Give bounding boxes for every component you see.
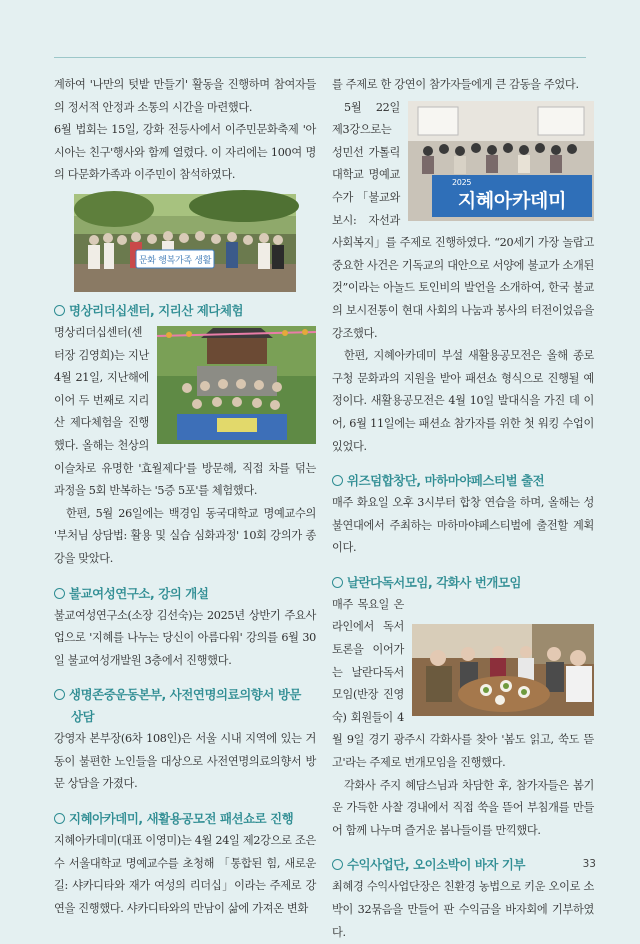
intro-paragraph-2: 6월 법회는 15일, 강화 전등사에서 이주민문화축제 '아시아는 친구'행사와 함께 열렸다. 이 자리에는 100여 명의 다문화가족과 이주민이 참석하였다. <box>54 123 316 182</box>
continued-paragraph-2: 5월 22일 제3강으로는 성민선 가톨릭대학교 명예교수가 「불교와 보시: 자선과 사회복지」를 주제로 진행하였다. “20세기 가장 놀랍고 중요한 사건은 기독교의 대안으로 서양에 불교가 소개된 것”이라는 아놀드 토인비의 발언을 소개하여, 한국 불교의 보시전통이 현대 사회의 나눔과 봉사의 터전이었음을 강조했다. <box>332 100 594 340</box>
section-title-womens-institute: 불교여성연구소, 강의 개설 <box>54 583 316 605</box>
section-title-choir: 위즈덤합창단, 마하마야페스티벌 출전 <box>332 470 594 492</box>
section-title-reading-group: 날란다독서모임, 각화사 번개모임 <box>332 572 594 594</box>
section-title-meditation: 명상리더십센터, 지리산 제다체험 <box>54 300 316 322</box>
reading-group-paragraph-1: 매주 목요일 온라인에서 독서토론을 이어가는 날란다독서모임(반장 진영숙) 회원들이 4월 9일 경기 광주시 각화사를 찾아 '봄도 읽고, 쑥도 뜯고'라는 주제로 번개모임을 진행했다. <box>332 597 594 770</box>
left-column <box>54 74 316 920</box>
meditation-paragraph-1: 명상리더십센터(센터장 김영희)는 지난 4월 21일, 지난해에 이어 두 번째로 지리산 제다체험을 진행했다. 올해는 천상의 이슬차로 유명한 '효월제다'를 방문해, 직접 차를 덖는 과정을 5회 반복하는 '5증 5포'를 체험했다. <box>54 325 316 498</box>
page-number: 33 <box>582 858 596 870</box>
choir-paragraph: 매주 화요일 오후 3시부터 합창 연습을 하며, 올해는 성불연대에서 주최하는 마하마야페스티벌에 출전할 계획이다. <box>332 496 594 555</box>
circle-icon <box>332 475 343 486</box>
wisdom-academy-paragraph-1: 지혜아카데미(대표 이영미)는 4월 24일 제2강으로 조은수 서울대학교 명예교수를 초청해 「통합된 힘, 새로운 길: 샤카디타와 재가 여성의 리더십」이라는 주제로 강연을 진행했다. 샤카디타와의 만남이 삶에 가져온 변화 <box>54 834 316 915</box>
top-divider <box>54 57 586 58</box>
circle-icon <box>54 813 65 824</box>
intro-paragraph-1: 계하여 '나만의 텃밭 만들기' 활동을 진행하며 참여자들의 정서적 안정과 소통의 시간을 마련했다. <box>54 78 316 114</box>
section-title-life-respect: 생명존중운동본부, 사전연명의료의향서 방문 상담 <box>54 684 316 728</box>
circle-icon <box>332 859 343 870</box>
continued-paragraph-3: 한편, 지혜아카데미 부설 새활용공모전은 올해 종로구청 문화과의 지원을 받아 패션쇼 형식으로 진행될 예정이다. 새활용공모전은 4월 10일 발대식을 가진 데 이어, 6월 11일에는 패션쇼 참가자를 위한 첫 워킹 수업이 있었다. <box>332 349 594 453</box>
section-title-fundraising: 수익사업단, 오이소박이 바자 기부 <box>332 854 594 876</box>
circle-icon <box>54 305 65 316</box>
meditation-paragraph-2: 한편, 5월 26일에는 백경임 동국대학교 명예교수의 '부처님 상담법: 활용 및 실습 심화과정' 10회 강의가 종강을 맞았다. <box>54 506 316 565</box>
circle-icon <box>54 588 65 599</box>
womens-institute-paragraph: 불교여성연구소(소장 김선숙)는 2025년 상반기 주요사업으로 '지혜를 나누는 당신이 아름다워' 강의를 6월 30일 불교여성개발원 3층에서 진행했다. <box>54 608 316 667</box>
academy-lecture-photo <box>408 101 594 221</box>
festival-banner-text: 문화 행복가족 생활 <box>138 255 212 266</box>
reading-group-paragraph-2: 각화사 주지 혜담스님과 차담한 후, 참가자들은 봄기운 가득한 사찰 경내에서 직접 쑥을 뜯어 부침개를 만들어 함께 나누며 즐거운 봄나들이를 만끽했다. <box>332 778 594 837</box>
banner-year-text: 2025 <box>452 177 472 187</box>
life-respect-paragraph: 강영자 본부장(6차 108인)은 서울 시내 지역에 있는 거동이 불편한 노인들을 대상으로 사전연명의료의향서 방문 상담을 가졌다. <box>54 732 316 791</box>
circle-icon <box>332 577 343 588</box>
reading-group-meal-photo <box>412 624 594 716</box>
fundraising-paragraph: 최혜경 수익사업단장은 친환경 농법으로 키운 오이로 소박이 32묶음을 만들어 판 수익금을 바자회에 기부하였다. <box>332 880 594 939</box>
festival-group-photo <box>74 194 296 292</box>
circle-icon <box>54 689 65 700</box>
continued-paragraph-1: 를 주제로 한 강연이 참가자들에게 큰 감동을 주었다. <box>332 78 579 91</box>
section-title-wisdom-academy: 지혜아카데미, 새활용공모전 패션쇼로 진행 <box>54 808 316 830</box>
temple-group-photo <box>157 326 316 444</box>
right-column <box>332 74 594 944</box>
academy-banner-text: 지혜아카데미 <box>457 189 567 212</box>
